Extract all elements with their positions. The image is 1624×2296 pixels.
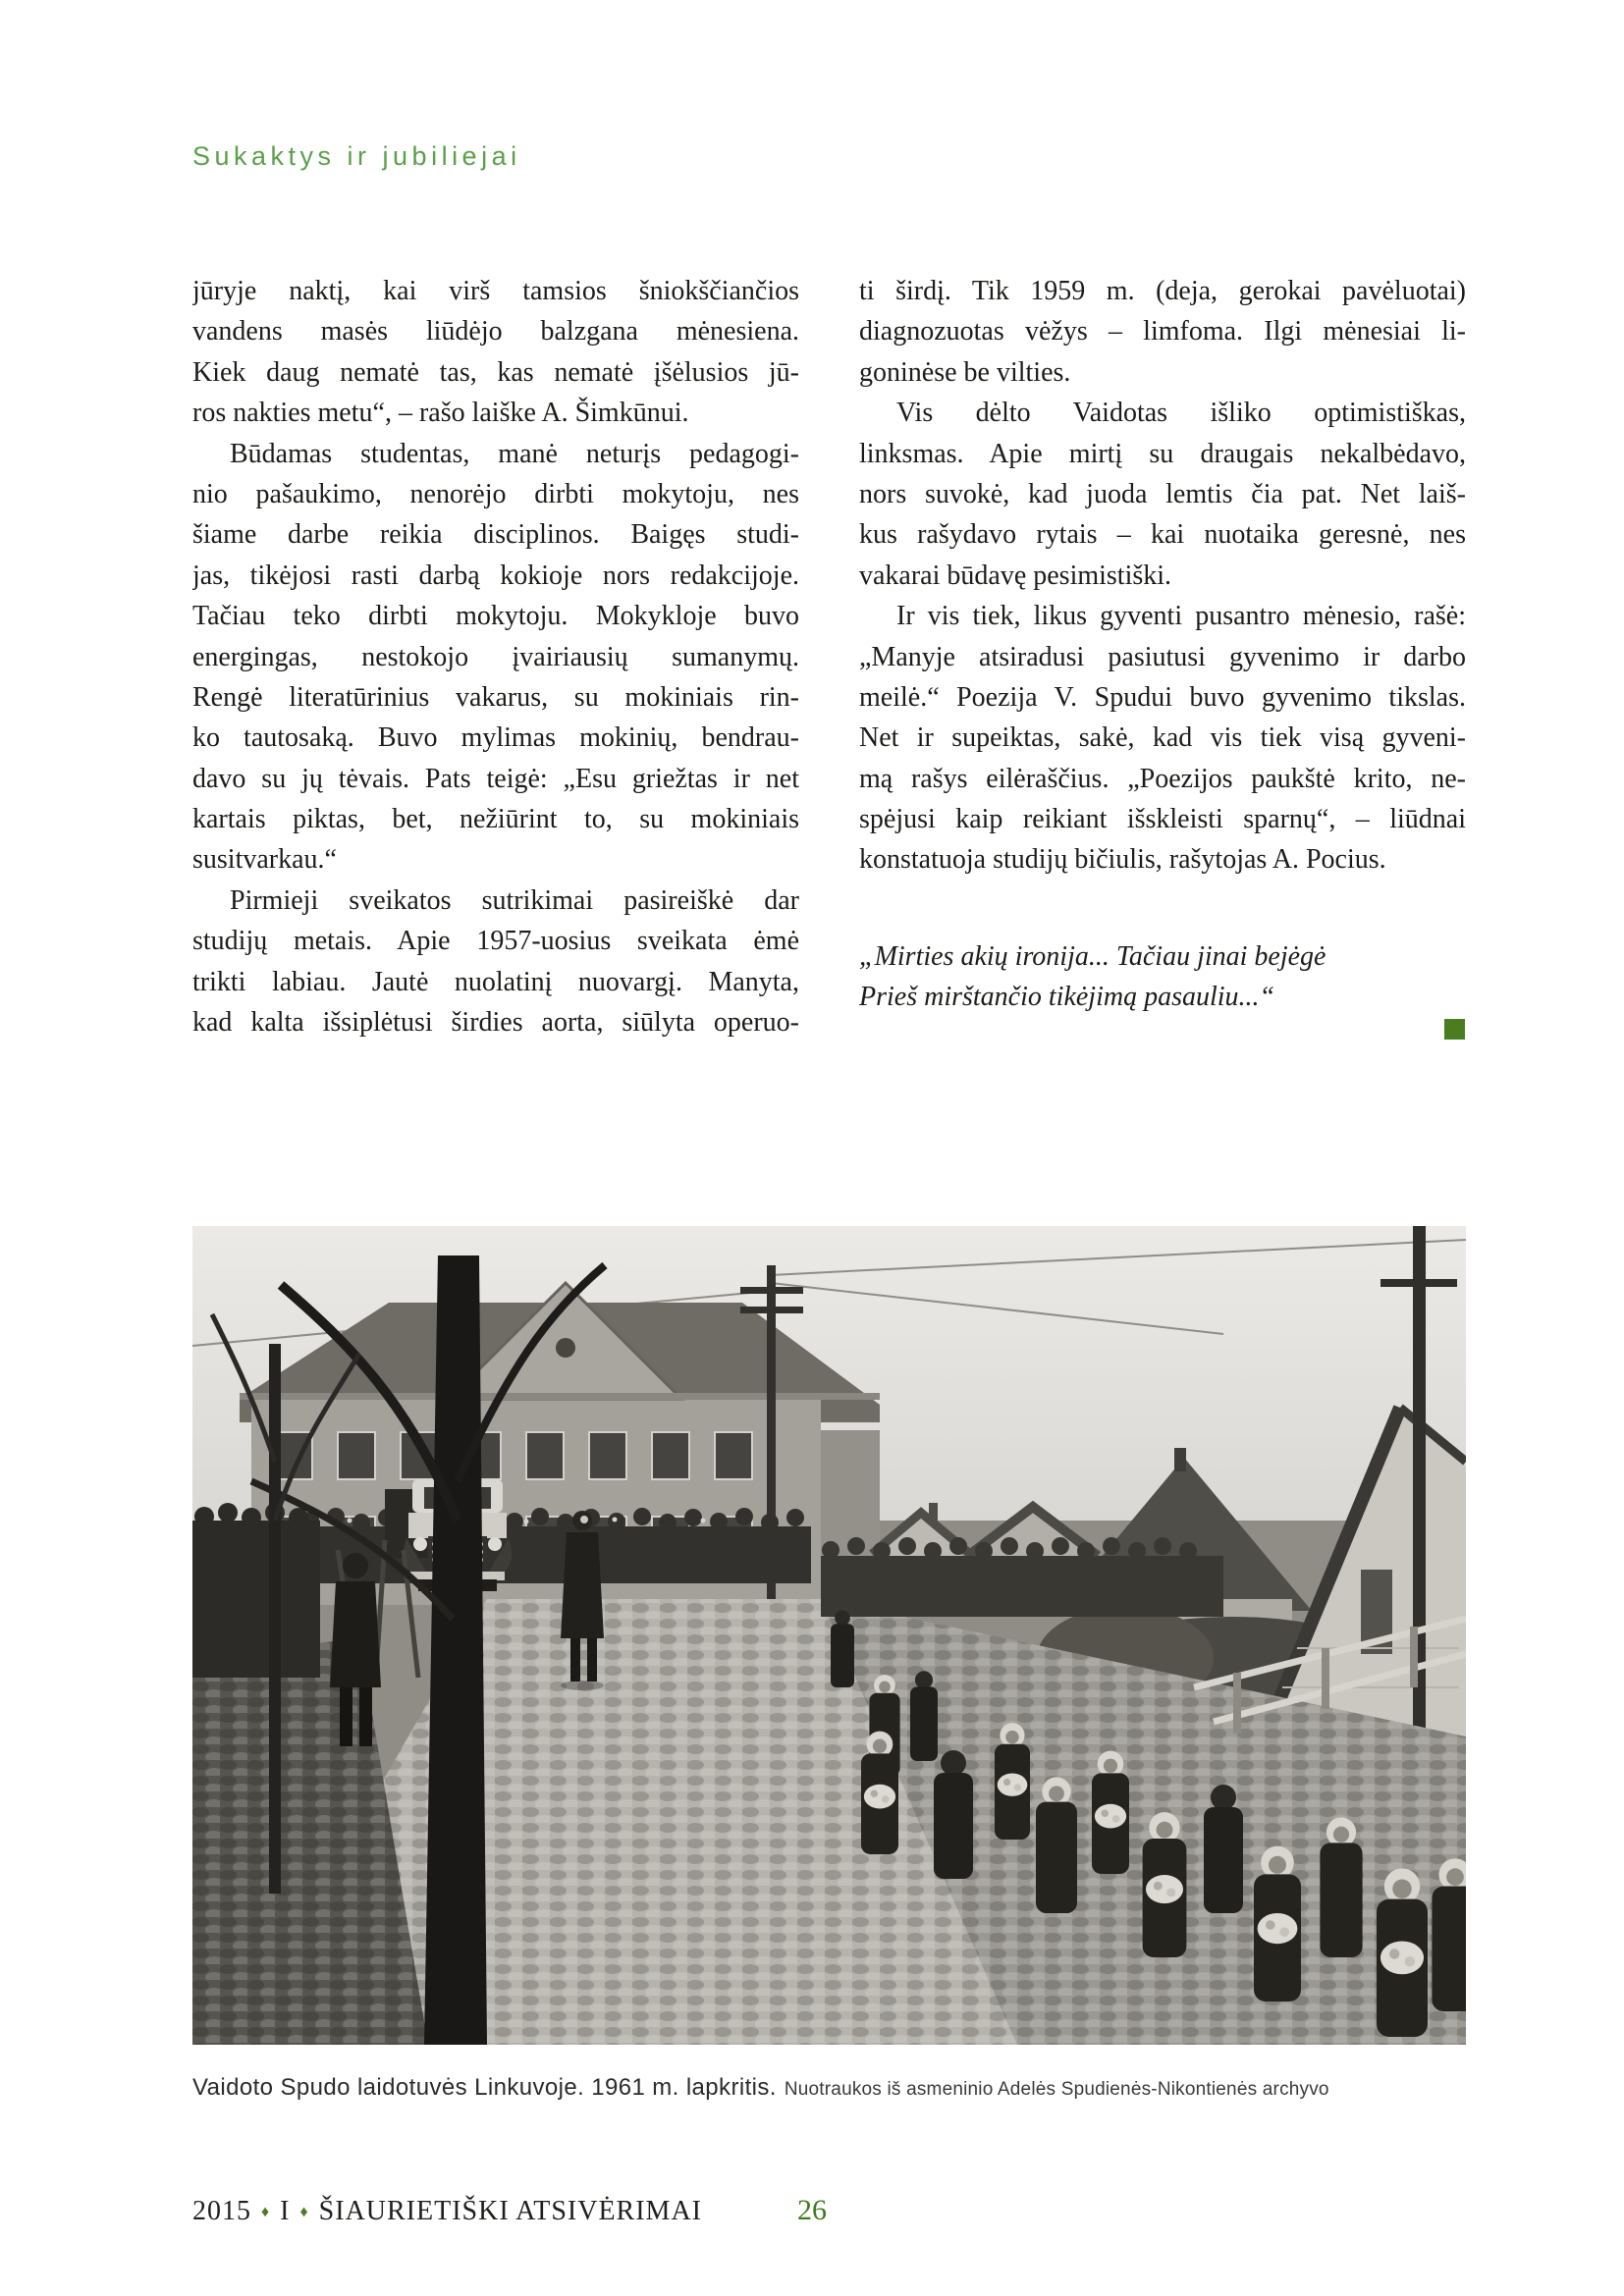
text-line: vandens masės liūdėjo balzgana mėnesiena. xyxy=(192,316,799,347)
article-column-right xyxy=(859,271,1466,1018)
text-line: ros nakties metu“, – rašo laiške A. Šimkūnui. xyxy=(192,398,689,429)
text-line: ko tautosaką. Buvo mylimas mokinių, bendrau- xyxy=(192,722,799,754)
text-line: goninėse be vilties. xyxy=(859,356,1071,388)
text-line: davo su jų tėvais. Pats teigė: „Esu griežtas ir net xyxy=(192,763,799,794)
poem-line: „Mirties akių ironija... Tačiau jinai bejėgė xyxy=(859,940,1326,972)
footer-issue: I xyxy=(280,2196,291,2226)
text-line: jūryje naktį, kai virš tamsios šniokščiančios xyxy=(192,276,799,306)
text-line: susitvarkau.“ xyxy=(192,844,337,876)
text-line: energingas, nestokojo įvairiausių sumanymų. xyxy=(192,641,799,672)
text-line: Kiek daug nematė tas, kas nematė įšėlusios jū- xyxy=(192,356,799,388)
text-line: nio pašaukimo, nenorėjo dirbti mokytoju, nes xyxy=(192,478,799,509)
text-line: šiame darbe reikia disciplinos. Baigęs studi- xyxy=(192,519,799,551)
text-line: Vis dėlto Vaidotas išliko optimistiškas, xyxy=(896,398,1466,429)
photo-caption xyxy=(192,2074,1466,2102)
caption-main-text: Vaidoto Spudo laidotuvės Linkuvoje. 1961 m. lapkritis. xyxy=(192,2074,777,2101)
text-line: ti širdį. Tik 1959 m. (deja, gerokai pavėluotai) xyxy=(859,276,1466,306)
footer-journal-title: ŠIAURIETIŠKI ATSIVĖRIMAI xyxy=(318,2196,702,2226)
text-line: linksmas. Apie mirtį su draugais nekalbėdavo, xyxy=(859,438,1466,469)
text-line: meilė.“ Poezija V. Spudui buvo gyvenimo tikslas. xyxy=(859,681,1466,713)
text-line: Būdamas studentas, manė neturįs pedagogi- xyxy=(230,438,799,469)
text-line: kus rašydavo rytais – kai nuotaika geresnė, nes xyxy=(859,519,1466,551)
text-line: kartais piktas, bet, nežiūrint to, su mokiniais xyxy=(192,804,799,835)
text-line: vakarai būdavę pesimistiški. xyxy=(859,560,1172,591)
poem-line: Prieš mirštančio tikėjimą pasauliu...“ xyxy=(859,982,1275,1013)
text-line: trikti labiau. Jautė nuolatinį nuovargį. Manyta, xyxy=(192,966,799,997)
text-line: Net ir supeiktas, sakė, kad vis tiek visą gyveni- xyxy=(859,722,1466,754)
end-of-article-mark xyxy=(1444,1019,1465,1040)
page-number: 26 xyxy=(797,2194,827,2226)
article-column-left xyxy=(192,271,799,1042)
funeral-procession-photo xyxy=(192,1226,1466,2045)
text-line: diagnozuotas vėžys – limfoma. Ilgi mėnesiai li- xyxy=(859,316,1466,347)
text-line: Tačiau teko dirbti mokytoju. Mokykloje buvo xyxy=(192,601,799,632)
section-label: Sukaktys ir jubiliejai xyxy=(192,141,521,171)
text-line: kad kalta išsiplėtusi širdies aorta, siūlyta operuo- xyxy=(192,1007,799,1039)
text-line: konstatuoja studijų bičiulis, rašytojas A. Pocius. xyxy=(859,844,1386,876)
text-line: spėjusi kaip reikiant išskleisti sparnų“, – liūdnai xyxy=(859,804,1466,835)
photo-illustration xyxy=(192,1226,1466,2045)
text-line: mą rašys eilėraščius. „Poezijos paukštė krito, ne- xyxy=(859,763,1466,794)
text-line: „Manyje atsiradusi pasiutusi gyvenimo ir darbo xyxy=(859,641,1466,672)
closing-poem-quote xyxy=(859,936,1466,1018)
caption-source-text: Nuotraukos iš asmeninio Adelės Spudienės-Nikontienės archyvo xyxy=(784,2079,1329,2100)
text-line: Rengė literatūrinius vakarus, su mokiniais rin- xyxy=(192,681,799,713)
text-line: Pirmieji sveikatos sutrikimai pasireiškė dar xyxy=(230,884,799,916)
text-line: Ir vis tiek, likus gyventi pusantro mėnesio, rašė: xyxy=(896,601,1466,632)
diamond-icon: ♦ xyxy=(261,2204,271,2220)
text-line: nors suvokė, kad juoda lemtis čia pat. Net laiš- xyxy=(859,478,1466,509)
text-line: jas, tikėjosi rasti darbą kokioje nors redakcijoje. xyxy=(192,560,799,591)
footer-journal-line xyxy=(192,2196,702,2227)
diamond-icon: ♦ xyxy=(299,2204,309,2220)
text-line: studijų metais. Apie 1957-uosius sveikata ėmė xyxy=(192,926,799,957)
footer-year: 2015 xyxy=(192,2196,251,2226)
